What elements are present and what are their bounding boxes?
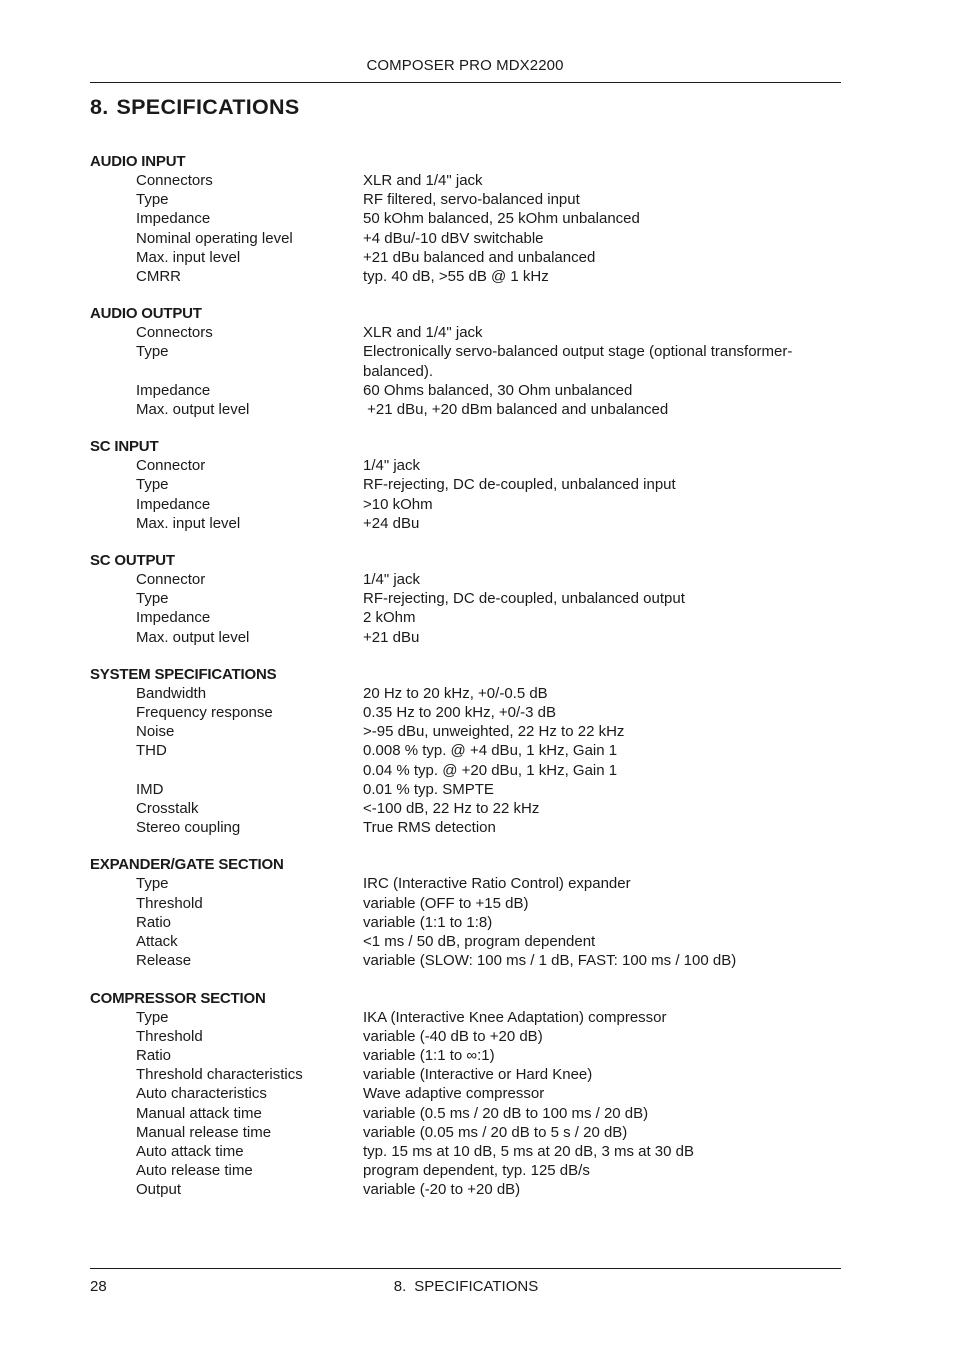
spec-row bbox=[90, 381, 841, 400]
spec-label: Connector bbox=[136, 457, 206, 475]
section-heading: SC INPUT bbox=[90, 438, 159, 456]
spec-value bbox=[363, 1161, 841, 1180]
spec-row bbox=[90, 684, 841, 703]
spec-value bbox=[363, 1142, 841, 1161]
spec-value-line: variable (1:1 to 1:8) bbox=[363, 913, 493, 931]
spec-value-line: variable (1:1 to ∞:1) bbox=[363, 1046, 495, 1064]
spec-label: Crosstalk bbox=[136, 800, 199, 818]
footer-section-text: SPECIFICATIONS bbox=[414, 1278, 539, 1295]
spec-value bbox=[363, 570, 841, 589]
spec-label: Threshold bbox=[136, 894, 203, 912]
spec-value-line: +4 dBu/-10 dBV switchable bbox=[363, 229, 544, 247]
spec-value bbox=[363, 248, 841, 267]
spec-section bbox=[90, 437, 841, 533]
spec-row bbox=[90, 1065, 841, 1084]
spec-row bbox=[90, 1161, 841, 1180]
spec-value-line: Electronically servo-balanced output stage (optional transformer- bbox=[363, 343, 793, 361]
section-heading: SC OUTPUT bbox=[90, 552, 175, 570]
spec-value-line: +24 dBu bbox=[363, 514, 420, 532]
spec-row bbox=[90, 1008, 841, 1027]
spec-label: Connectors bbox=[136, 324, 213, 342]
spec-value bbox=[363, 894, 841, 913]
spec-row bbox=[90, 323, 841, 342]
spec-label: Impedance bbox=[136, 381, 211, 399]
spec-value bbox=[363, 1104, 841, 1123]
section-heading: SYSTEM SPECIFICATIONS bbox=[90, 665, 277, 683]
spec-value-line: <-100 dB, 22 Hz to 22 kHz bbox=[363, 800, 540, 818]
spec-value-line: variable (-20 to +20 dB) bbox=[363, 1181, 521, 1199]
spec-value bbox=[363, 381, 841, 400]
footer-page-number: 28 bbox=[90, 1278, 107, 1295]
spec-value-line: >-95 dBu, unweighted, 22 Hz to 22 kHz bbox=[363, 723, 625, 741]
spec-label: Ratio bbox=[136, 1046, 172, 1064]
spec-value bbox=[363, 209, 841, 228]
spec-label: Type bbox=[136, 191, 169, 209]
spec-value-line: 1/4" jack bbox=[363, 457, 421, 475]
spec-value-line: RF-rejecting, DC de-coupled, unbalanced input bbox=[363, 476, 676, 494]
spec-row bbox=[90, 1104, 841, 1123]
spec-row bbox=[90, 589, 841, 608]
spec-value-line: +21 dBu balanced and unbalanced bbox=[363, 248, 596, 266]
spec-value bbox=[363, 818, 841, 837]
spec-row bbox=[90, 570, 841, 589]
spec-value-line: Wave adaptive compressor bbox=[363, 1085, 545, 1103]
header-rule bbox=[90, 82, 841, 83]
spec-value bbox=[363, 628, 841, 647]
spec-value bbox=[363, 874, 841, 893]
spec-label: Manual release time bbox=[136, 1123, 272, 1141]
spec-label: Connector bbox=[136, 571, 206, 589]
spec-value bbox=[363, 475, 841, 494]
spec-value-line: program dependent, typ. 125 dB/s bbox=[363, 1162, 590, 1180]
spec-label: Max. output level bbox=[136, 401, 250, 419]
spec-section bbox=[90, 855, 841, 970]
spec-value-line: variable (-40 dB to +20 dB) bbox=[363, 1027, 543, 1045]
section-heading: EXPANDER/GATE SECTION bbox=[90, 856, 284, 874]
spec-value-line: 60 Ohms balanced, 30 Ohm unbalanced bbox=[363, 381, 633, 399]
specifications-content bbox=[90, 152, 841, 1218]
spec-label: THD bbox=[136, 742, 167, 760]
spec-value bbox=[363, 932, 841, 951]
spec-value bbox=[363, 913, 841, 932]
spec-label: Release bbox=[136, 952, 192, 970]
spec-value bbox=[363, 1046, 841, 1065]
spec-value-line: 0.008 % typ. @ +4 dBu, 1 kHz, Gain 1 bbox=[363, 742, 618, 760]
spec-row bbox=[90, 400, 841, 419]
spec-label: Impedance bbox=[136, 495, 211, 513]
spec-value bbox=[363, 1008, 841, 1027]
spec-row bbox=[90, 514, 841, 533]
spec-value-line: XLR and 1/4" jack bbox=[363, 172, 483, 189]
spec-value-line: 20 Hz to 20 kHz, +0/-0.5 dB bbox=[363, 684, 548, 702]
spec-label: Noise bbox=[136, 723, 175, 741]
spec-row bbox=[90, 818, 841, 837]
spec-section bbox=[90, 551, 841, 647]
spec-row bbox=[90, 495, 841, 514]
spec-label: CMRR bbox=[136, 268, 181, 286]
spec-value bbox=[363, 1084, 841, 1103]
spec-label: Bandwidth bbox=[136, 684, 207, 702]
spec-value bbox=[363, 267, 841, 286]
spec-section bbox=[90, 152, 841, 286]
spec-label: Impedance bbox=[136, 210, 211, 228]
spec-value bbox=[363, 741, 841, 779]
page-title bbox=[90, 95, 300, 120]
spec-label: Ratio bbox=[136, 913, 172, 931]
spec-value-line: variable (OFF to +15 dB) bbox=[363, 894, 529, 912]
spec-value-line: 1/4" jack bbox=[363, 571, 421, 589]
spec-label: Manual attack time bbox=[136, 1104, 262, 1122]
spec-row bbox=[90, 780, 841, 799]
page-title-number: 8. bbox=[90, 95, 109, 119]
spec-value bbox=[363, 1123, 841, 1142]
spec-label: Type bbox=[136, 1008, 169, 1026]
spec-row bbox=[90, 209, 841, 228]
spec-label: Auto characteristics bbox=[136, 1085, 267, 1103]
spec-row bbox=[90, 608, 841, 627]
section-heading: AUDIO OUTPUT bbox=[90, 305, 202, 323]
spec-row bbox=[90, 722, 841, 741]
spec-value bbox=[363, 951, 841, 970]
spec-value-line: variable (0.5 ms / 20 dB to 100 ms / 20 dB) bbox=[363, 1104, 649, 1122]
spec-label: Type bbox=[136, 875, 169, 893]
spec-label: Type bbox=[136, 590, 169, 608]
spec-row bbox=[90, 628, 841, 647]
spec-row bbox=[90, 741, 841, 779]
spec-value-line: <1 ms / 50 dB, program dependent bbox=[363, 933, 596, 951]
spec-label: Output bbox=[136, 1181, 182, 1199]
spec-label: IMD bbox=[136, 780, 164, 798]
spec-row bbox=[90, 342, 841, 380]
spec-value bbox=[363, 342, 841, 380]
spec-value bbox=[363, 589, 841, 608]
spec-value bbox=[363, 171, 841, 190]
spec-value bbox=[363, 190, 841, 209]
spec-row bbox=[90, 475, 841, 494]
spec-value-line: typ. 40 dB, >55 dB @ 1 kHz bbox=[363, 268, 549, 286]
spec-row bbox=[90, 171, 841, 190]
spec-row bbox=[90, 894, 841, 913]
spec-value bbox=[363, 229, 841, 248]
spec-label: Max. input level bbox=[136, 248, 241, 266]
spec-value-line: RF-rejecting, DC de-coupled, unbalanced output bbox=[363, 590, 685, 608]
spec-value bbox=[363, 799, 841, 818]
spec-row bbox=[90, 1123, 841, 1142]
spec-label: Threshold bbox=[136, 1027, 203, 1045]
spec-row bbox=[90, 874, 841, 893]
spec-label: Type bbox=[136, 343, 169, 361]
spec-row bbox=[90, 456, 841, 475]
spec-value-line: True RMS detection bbox=[363, 819, 496, 837]
spec-value bbox=[363, 495, 841, 514]
spec-value-line: 50 kOhm balanced, 25 kOhm unbalanced bbox=[363, 210, 640, 228]
spec-value-line: 0.01 % typ. SMPTE bbox=[363, 780, 494, 798]
spec-label: Stereo coupling bbox=[136, 819, 241, 837]
spec-row bbox=[90, 1142, 841, 1161]
spec-label: Type bbox=[136, 476, 169, 494]
spec-row bbox=[90, 248, 841, 267]
spec-row bbox=[90, 1027, 841, 1046]
spec-label: Max. input level bbox=[136, 514, 241, 532]
footer-section-number: 8. bbox=[393, 1278, 407, 1295]
spec-row bbox=[90, 913, 841, 932]
spec-value-line: 0.35 Hz to 200 kHz, +0/-3 dB bbox=[363, 704, 557, 722]
spec-value bbox=[363, 456, 841, 475]
spec-value bbox=[363, 323, 841, 342]
spec-value bbox=[363, 514, 841, 533]
spec-row bbox=[90, 190, 841, 209]
spec-label: Auto release time bbox=[136, 1162, 253, 1180]
spec-row bbox=[90, 703, 841, 722]
spec-value-line: typ. 15 ms at 10 dB, 5 ms at 20 dB, 3 ms at 30 dB bbox=[363, 1142, 695, 1160]
spec-value-line: +21 dBu, +20 dBm balanced and unbalanced bbox=[363, 401, 669, 419]
spec-row bbox=[90, 267, 841, 286]
spec-value bbox=[363, 703, 841, 722]
section-heading: AUDIO INPUT bbox=[90, 153, 186, 170]
spec-label: Attack bbox=[136, 933, 178, 951]
spec-value-line: 0.04 % typ. @ +20 dBu, 1 kHz, Gain 1 bbox=[363, 761, 618, 779]
spec-value-line: balanced). bbox=[363, 362, 434, 380]
spec-label: Max. output level bbox=[136, 628, 250, 646]
spec-label: Connectors bbox=[136, 172, 213, 189]
spec-row bbox=[90, 1180, 841, 1199]
spec-row bbox=[90, 229, 841, 248]
spec-value bbox=[363, 400, 841, 419]
spec-label: Nominal operating level bbox=[136, 229, 293, 247]
spec-row bbox=[90, 951, 841, 970]
section-heading: COMPRESSOR SECTION bbox=[90, 989, 266, 1007]
spec-value-line: IRC (Interactive Ratio Control) expander bbox=[363, 875, 631, 893]
spec-value bbox=[363, 1027, 841, 1046]
spec-section bbox=[90, 665, 841, 838]
spec-section bbox=[90, 304, 841, 419]
spec-value bbox=[363, 608, 841, 627]
spec-value-line: RF filtered, servo-balanced input bbox=[363, 191, 580, 209]
spec-value bbox=[363, 684, 841, 703]
spec-value-line: variable (Interactive or Hard Knee) bbox=[363, 1066, 593, 1084]
spec-row bbox=[90, 932, 841, 951]
spec-value-line: >10 kOhm bbox=[363, 495, 433, 513]
page-title-text: SPECIFICATIONS bbox=[116, 95, 300, 119]
spec-value bbox=[363, 722, 841, 741]
spec-row bbox=[90, 1046, 841, 1065]
spec-value bbox=[363, 1180, 841, 1199]
spec-row bbox=[90, 799, 841, 818]
spec-value-line: +21 dBu bbox=[363, 628, 420, 646]
running-header: COMPOSER PRO MDX2200 bbox=[366, 57, 564, 74]
spec-label: Threshold characteristics bbox=[136, 1066, 303, 1084]
spec-value-line: 2 kOhm bbox=[363, 609, 416, 627]
spec-value bbox=[363, 780, 841, 799]
footer-rule bbox=[90, 1268, 841, 1269]
spec-label: Frequency response bbox=[136, 704, 273, 722]
spec-label: Impedance bbox=[136, 609, 211, 627]
spec-row bbox=[90, 1084, 841, 1103]
spec-value-line: XLR and 1/4" jack bbox=[363, 324, 483, 342]
footer-section-title bbox=[0, 1278, 932, 1295]
spec-value bbox=[363, 1065, 841, 1084]
spec-value-line: variable (SLOW: 100 ms / 1 dB, FAST: 100 ms / 100 dB) bbox=[363, 952, 737, 970]
spec-value-line: IKA (Interactive Knee Adaptation) compressor bbox=[363, 1008, 667, 1026]
spec-value-line: variable (0.05 ms / 20 dB to 5 s / 20 dB) bbox=[363, 1123, 628, 1141]
spec-label: Auto attack time bbox=[136, 1142, 244, 1160]
spec-section bbox=[90, 989, 841, 1200]
